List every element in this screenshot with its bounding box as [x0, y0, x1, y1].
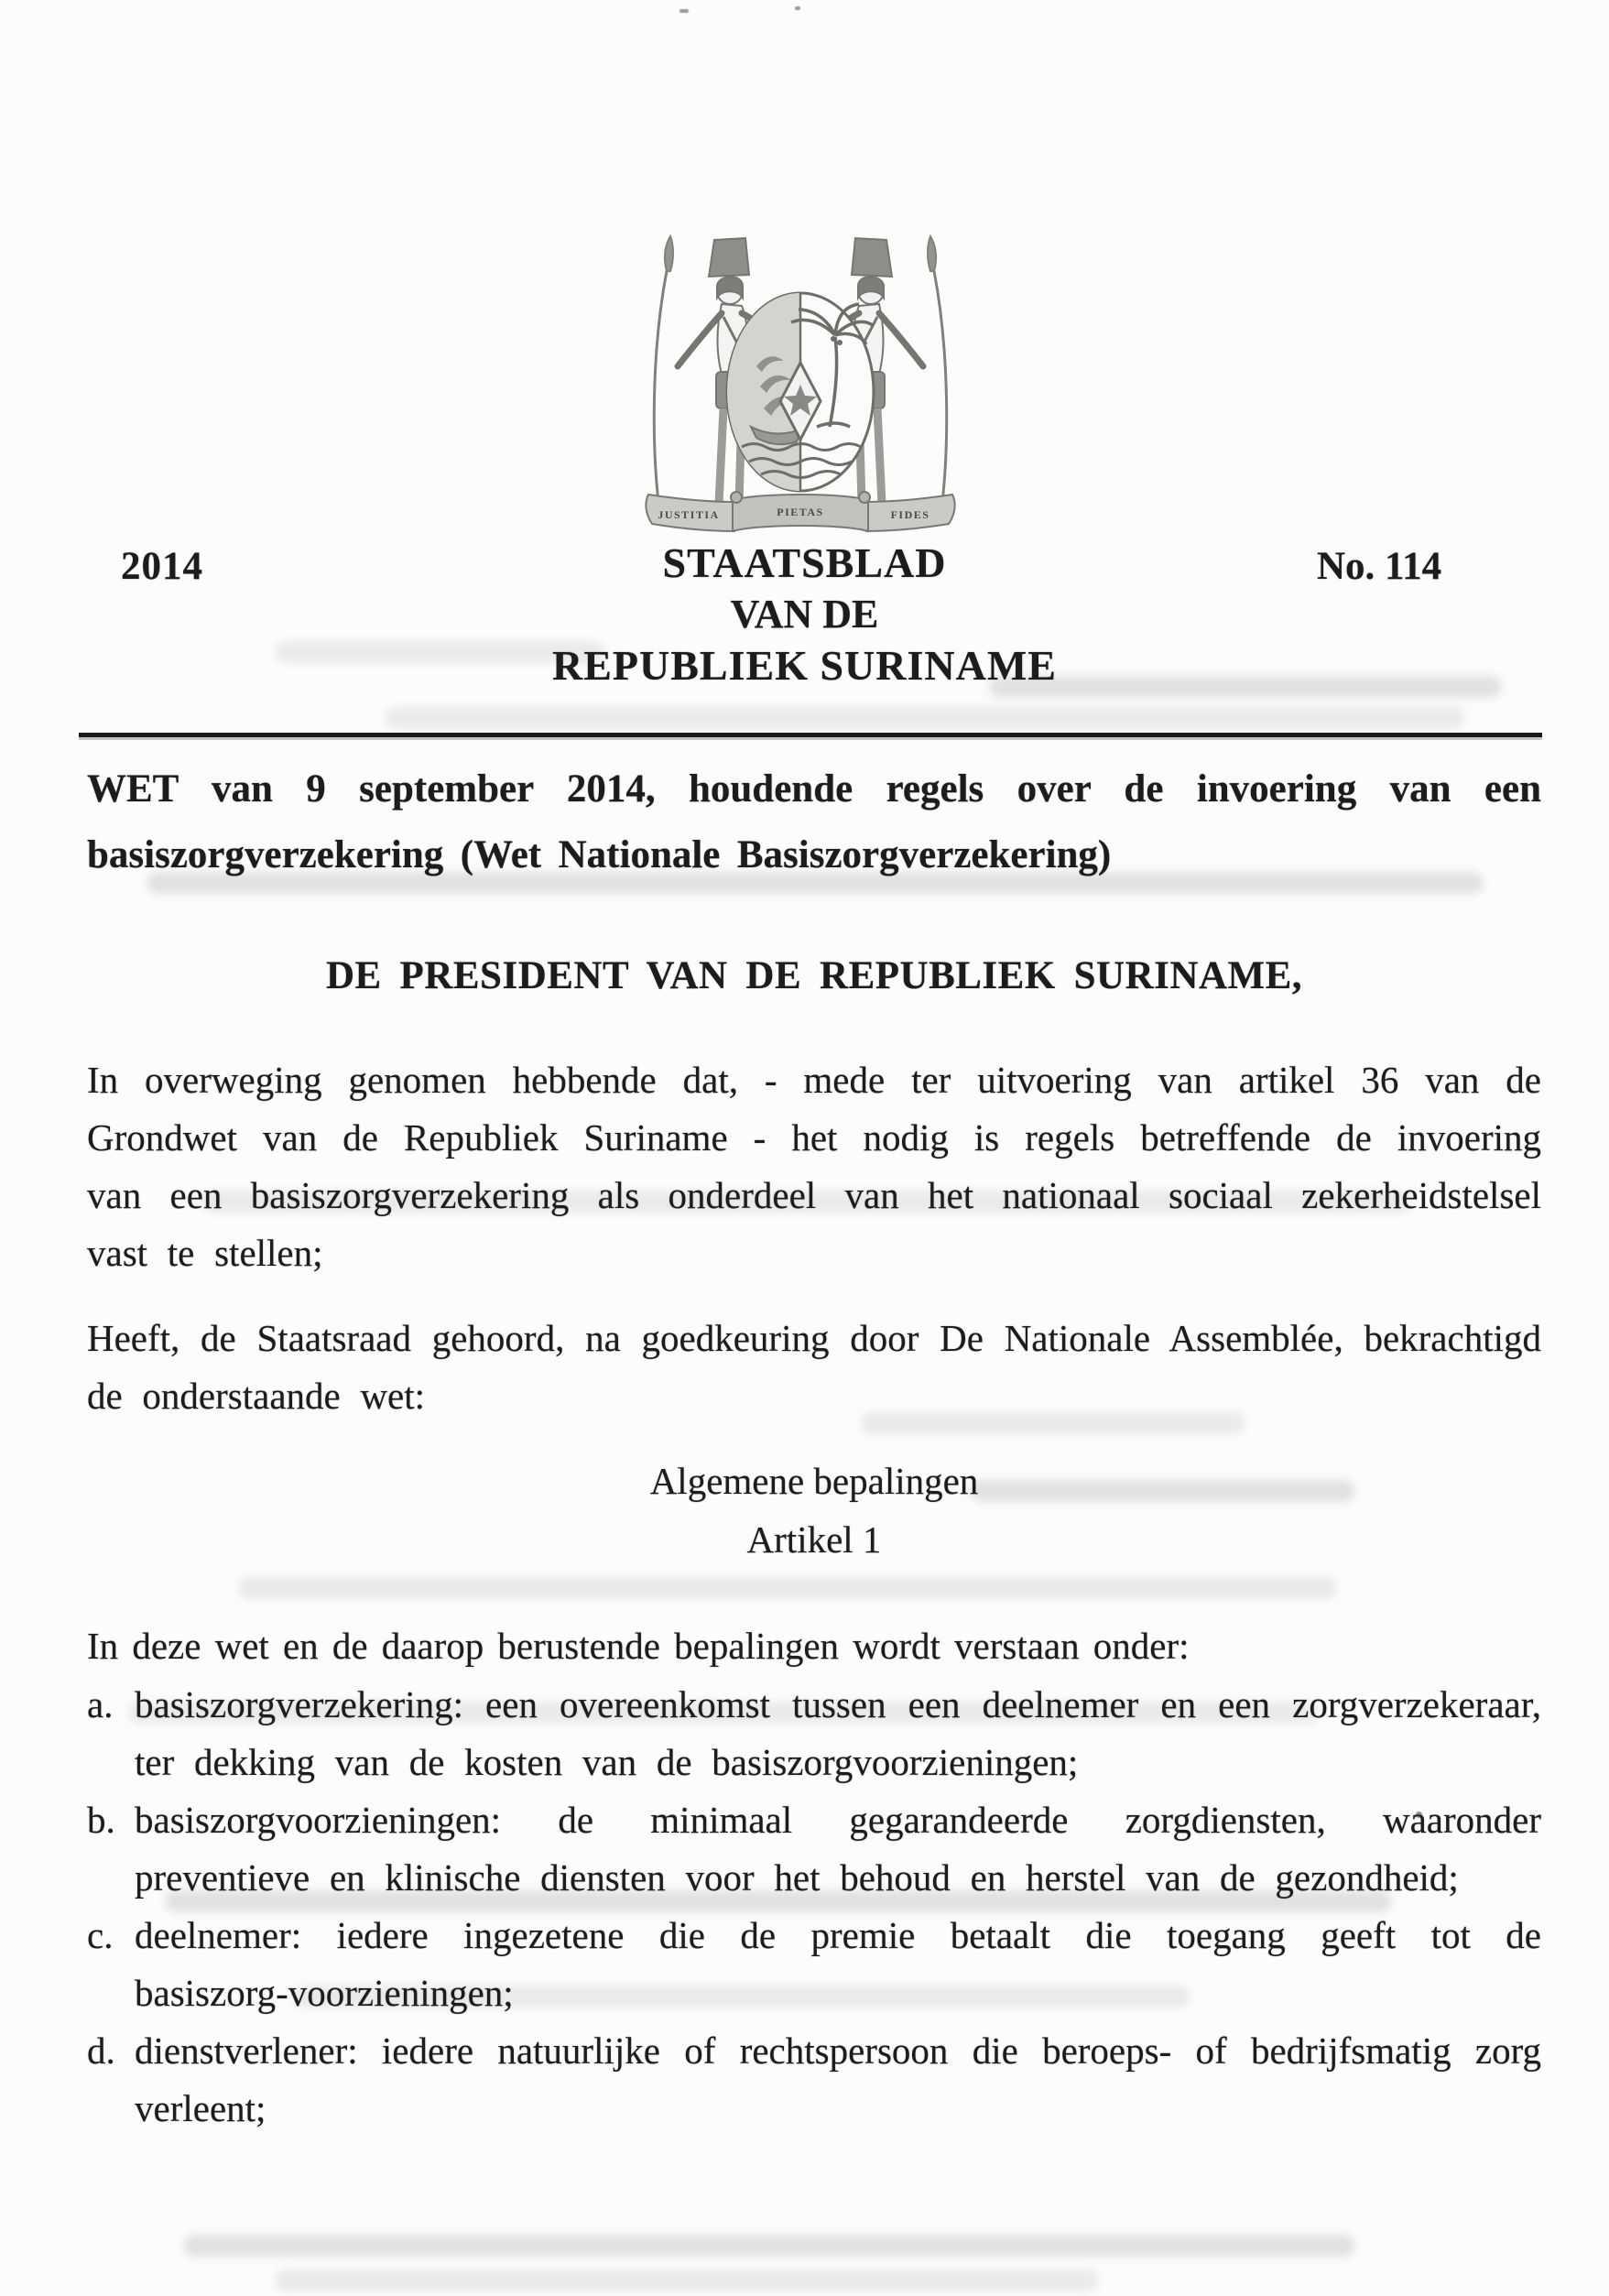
horizontal-rule — [79, 733, 1542, 737]
definition-item-d — [87, 2022, 1541, 2138]
article-heading: Artikel 1 — [746, 1518, 882, 1561]
bleed-through-artifact — [238, 1577, 1337, 1599]
definitions-intro: In deze wet en de daarop berustende bepalingen wordt verstaan onder: — [87, 1625, 1190, 1667]
motto-justitia: JUSTITIA — [658, 508, 720, 521]
definition-item-a — [87, 1676, 1541, 1791]
definition-text: basiszorgverzekering: een overeenkomst tussen een deelnemer en een zorgverzekeraar, ter dekking van de kosten van de basiszorgvoorzieningen; — [135, 1683, 1541, 1783]
definition-item-c — [87, 1907, 1541, 2022]
bleed-through-artifact — [183, 2235, 1355, 2257]
masthead-title: STAATSBLAD — [662, 539, 947, 586]
gazette-number: No. 114 — [1317, 545, 1442, 588]
motto-ribbon — [646, 492, 954, 531]
salutation: DE PRESIDENT VAN DE REPUBLIEK SURINAME, — [325, 954, 1303, 997]
law-title: WET van 9 september 2014, houdende regels over de invoering van een basiszorgverzekering (Wet Nationale Basiszorgverzekering) — [87, 767, 1541, 876]
definition-label: b. — [87, 1799, 115, 1841]
definition-item-b — [87, 1791, 1541, 1907]
definition-label: c. — [87, 1914, 114, 1956]
definitions-list — [87, 1676, 1541, 2138]
preamble-paragraph-2: Heeft, de Staatsraad gehoord, na goedkeuring door De Nationale Assemblée, bekrachtigd de onderstaande wet: — [87, 1317, 1541, 1417]
masthead-subtitle-1: VAN DE — [730, 592, 879, 637]
masthead-subtitle-2: REPUBLIEK SURINAME — [552, 642, 1057, 689]
shield — [727, 293, 874, 491]
scan-speck — [795, 6, 800, 10]
definition-label: a. — [87, 1683, 114, 1725]
bleed-through-artifact — [275, 2269, 1099, 2291]
bleed-through-artifact — [385, 707, 1465, 729]
gazette-year: 2014 — [121, 545, 203, 588]
definition-text: deelnemer: iedere ingezetene die de premie betaalt die toegang geeft tot de basiszorg-voorzieningen; — [135, 1914, 1541, 2014]
definition-text: dienstverlener: iedere natuurlijke of rechtspersoon die beroeps- of bedrijfsmatig zorg verleent; — [135, 2029, 1541, 2129]
preamble-paragraph-1: In overweging genomen hebbende dat, - mede ter uitvoering van artikel 36 van de Grondwet van de Republiek Suriname - het nodig is regels betreffende de invoering van een basiszorgverzekering als onderdeel van het nationaal sociaal zekerheidstelsel vast te stellen; — [87, 1059, 1541, 1274]
motto-fides: FIDES — [890, 508, 930, 521]
suriname-coat-of-arms — [630, 229, 971, 540]
coat-of-arms-graphic — [630, 229, 971, 537]
motto-pietas: PIETAS — [777, 506, 824, 518]
scan-speck — [679, 9, 689, 13]
section-heading: Algemene bepalingen — [649, 1460, 979, 1502]
definition-text: basiszorgvoorzieningen: de minimaal gegarandeerde zorgdiensten, waaronder preventieve en klinische diensten voor het behoud en herstel van de gezondheid; — [135, 1799, 1541, 1899]
definition-label: d. — [87, 2029, 115, 2072]
